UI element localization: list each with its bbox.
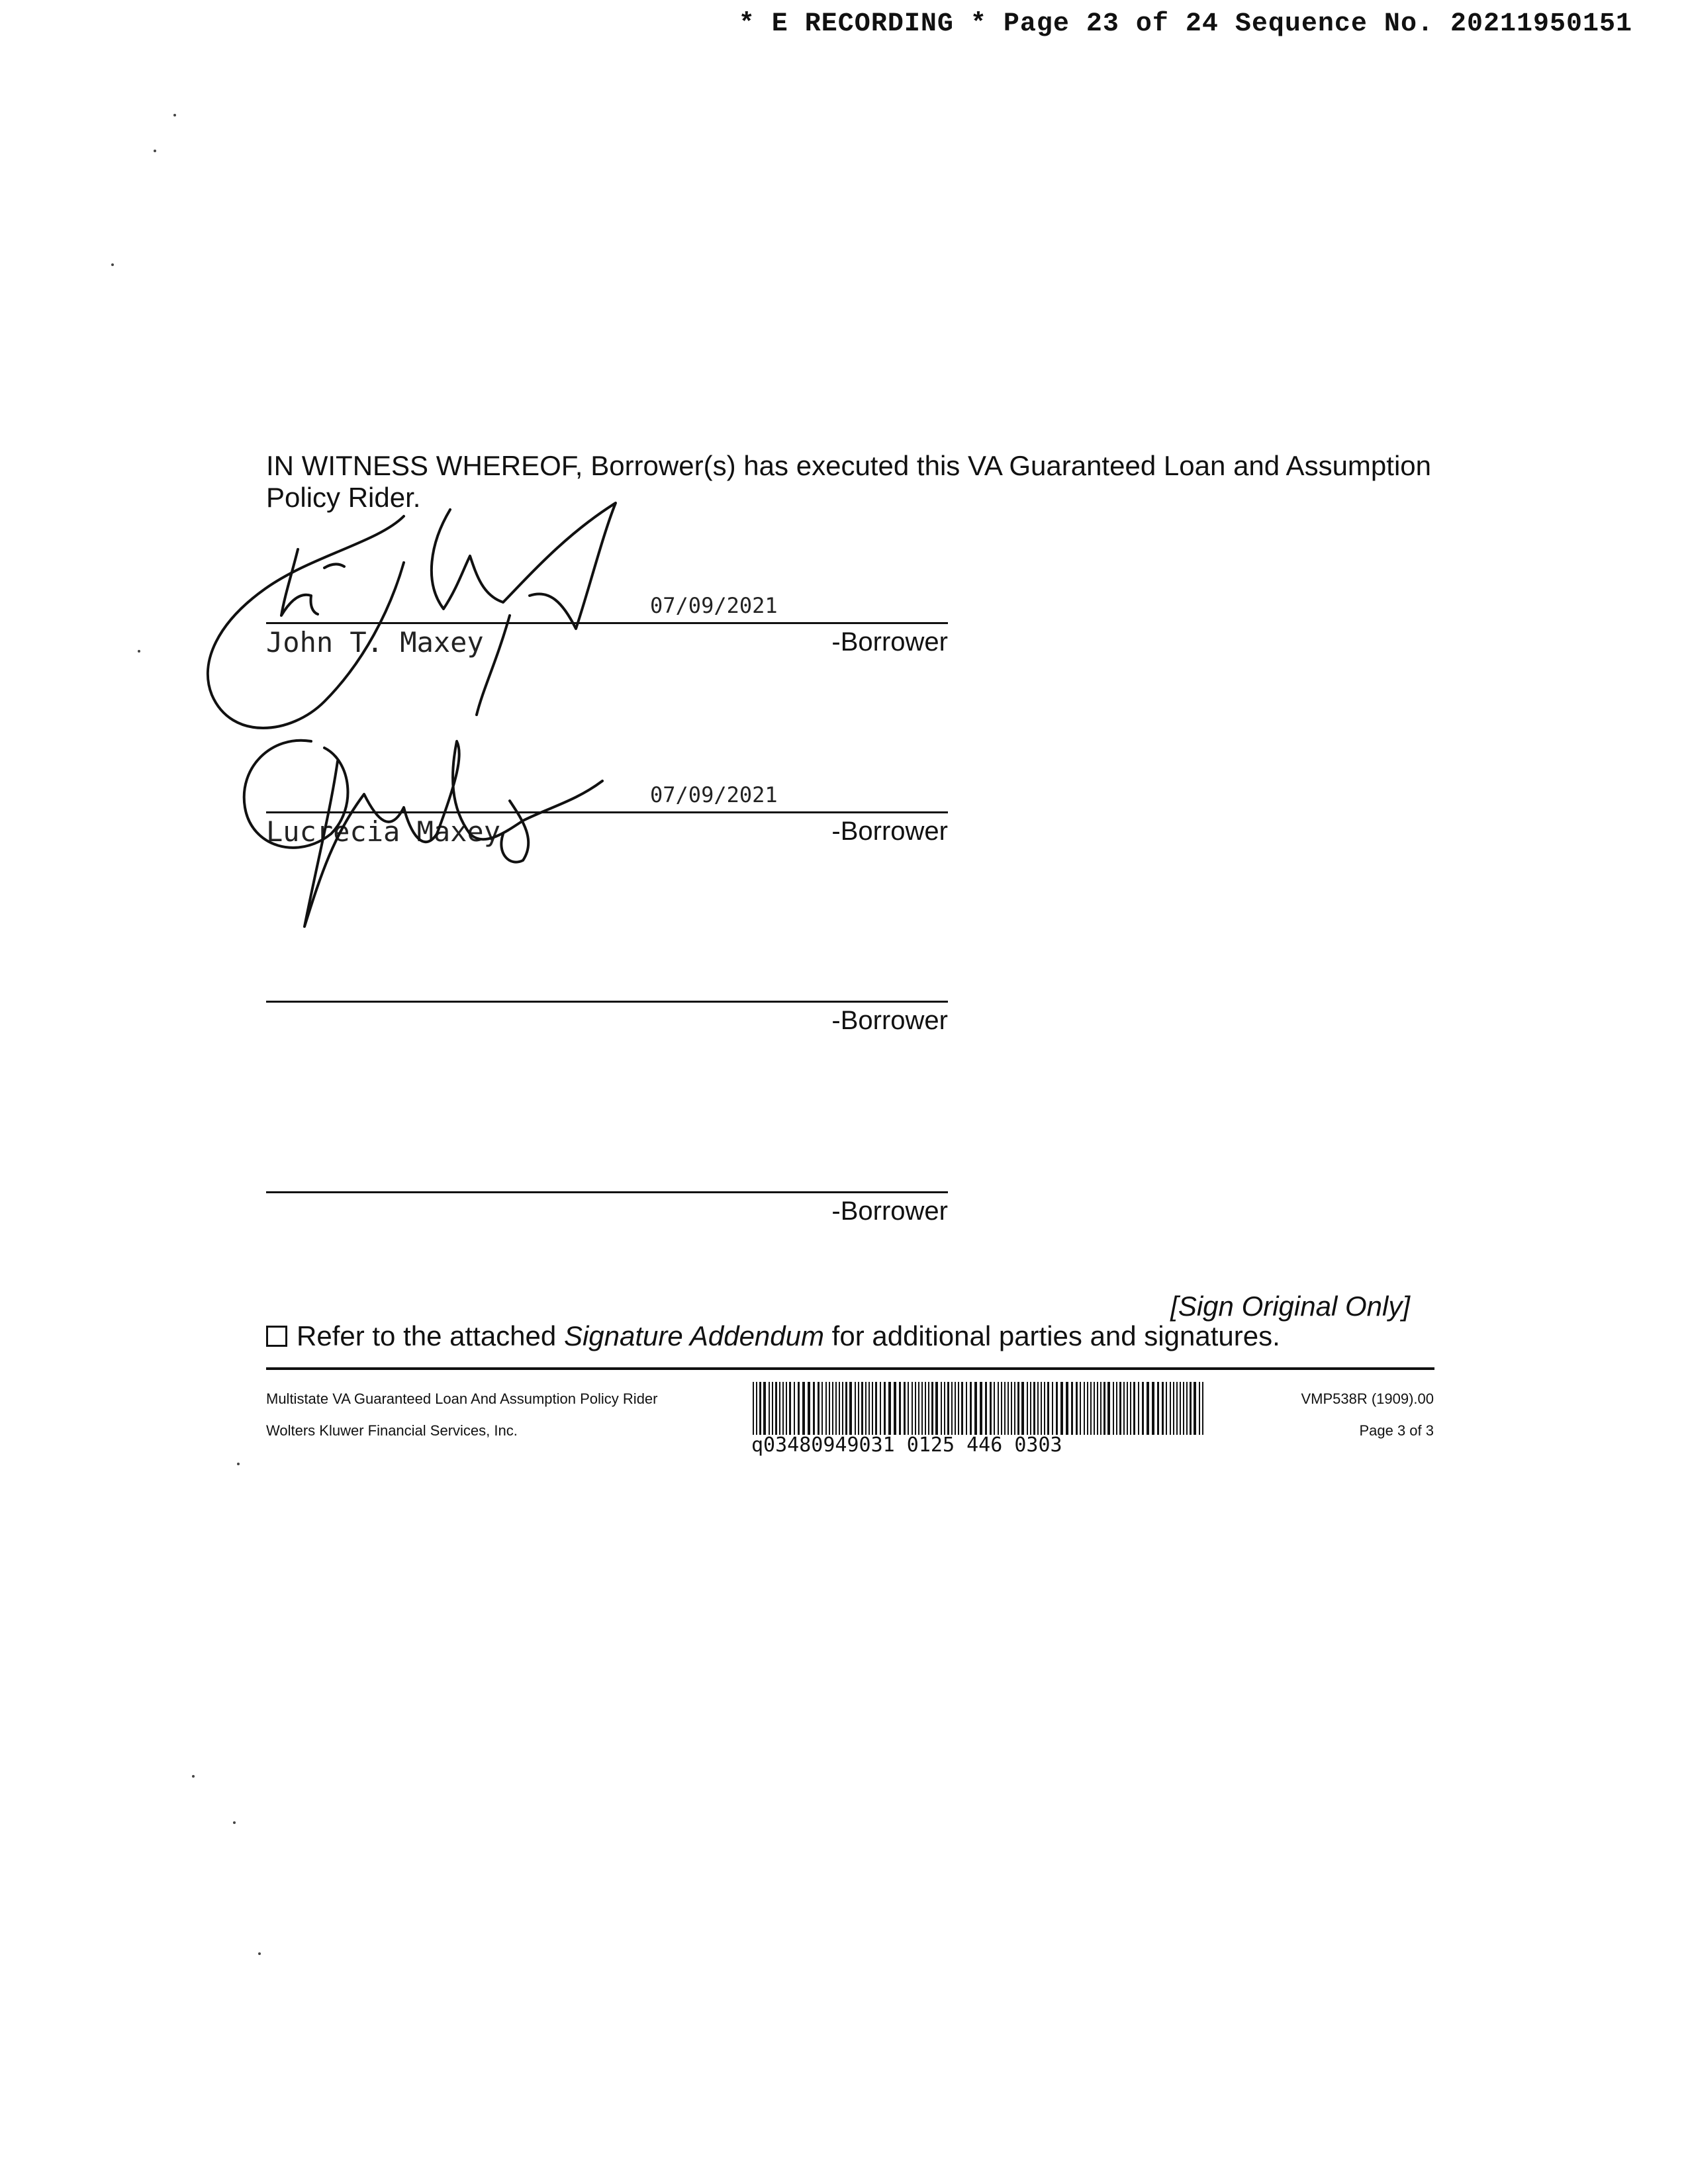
barcode-bar bbox=[1047, 1382, 1049, 1435]
barcode-bar bbox=[1116, 1382, 1117, 1435]
barcode-bar bbox=[894, 1382, 896, 1435]
barcode-bar bbox=[980, 1382, 982, 1435]
barcode-bar bbox=[888, 1382, 891, 1435]
barcode-bar bbox=[958, 1382, 959, 1435]
barcode-bar bbox=[832, 1382, 833, 1435]
barcode-bar bbox=[880, 1382, 881, 1435]
barcode-bar bbox=[1094, 1382, 1095, 1435]
barcode-bar bbox=[974, 1382, 977, 1435]
barcode-bar bbox=[1021, 1382, 1024, 1435]
barcode-bar bbox=[925, 1382, 926, 1435]
handwritten-signatures bbox=[192, 463, 655, 940]
barcode-bar bbox=[813, 1382, 815, 1435]
scan-speck bbox=[233, 1821, 236, 1824]
barcode-bar bbox=[786, 1382, 787, 1435]
barcode-bar bbox=[1142, 1382, 1144, 1435]
barcode-bar bbox=[944, 1382, 945, 1435]
signer-name: John T. Maxey bbox=[266, 626, 484, 659]
barcode-bar bbox=[935, 1382, 938, 1435]
barcode-bar bbox=[1044, 1382, 1045, 1435]
barcode-bar bbox=[1087, 1382, 1088, 1435]
barcode-bar bbox=[1060, 1382, 1063, 1435]
signature-john-stroke-dot bbox=[324, 564, 344, 568]
form-title: Multistate VA Guaranteed Loan And Assumption Policy Rider bbox=[266, 1390, 658, 1407]
barcode-bar bbox=[1147, 1382, 1149, 1435]
barcode-bar bbox=[1080, 1382, 1081, 1435]
barcode-bar bbox=[1123, 1382, 1125, 1435]
barcode-bar bbox=[1186, 1382, 1188, 1435]
barcode-number: q03480949031 0125 446 0303 bbox=[751, 1433, 1062, 1457]
barcode-bar bbox=[1166, 1382, 1167, 1435]
barcode-bar bbox=[941, 1382, 942, 1435]
signer-role: -Borrower bbox=[831, 1197, 948, 1226]
signature-date: 07/09/2021 bbox=[650, 782, 778, 807]
witness-statement: IN WITNESS WHEREOF, Borrower(s) has executed this VA Guaranteed Loan and Assumption Policy Rider. bbox=[266, 450, 1431, 513]
barcode-bar bbox=[1199, 1382, 1200, 1435]
barcode-bar bbox=[1056, 1382, 1058, 1435]
barcode-bar bbox=[1076, 1382, 1078, 1435]
addendum-checkbox[interactable] bbox=[266, 1326, 287, 1347]
barcode-bar bbox=[1103, 1382, 1105, 1435]
barcode-bar bbox=[998, 1382, 999, 1435]
barcode-bar bbox=[1084, 1382, 1085, 1435]
barcode-bar bbox=[821, 1382, 823, 1435]
barcode-bar bbox=[861, 1382, 863, 1435]
barcode-bar bbox=[759, 1382, 761, 1435]
barcode-bar bbox=[990, 1382, 992, 1435]
barcode-bar bbox=[802, 1382, 805, 1435]
signer-name: Lucrecia Maxey bbox=[266, 815, 501, 848]
signature-block-3 bbox=[266, 1001, 948, 1080]
barcode-bar bbox=[753, 1382, 754, 1435]
barcode-bar bbox=[1071, 1382, 1073, 1435]
barcode bbox=[751, 1382, 1208, 1457]
barcode-bar bbox=[855, 1382, 856, 1435]
barcode-bar bbox=[1170, 1382, 1171, 1435]
scan-speck bbox=[111, 263, 114, 266]
barcode-bar bbox=[772, 1382, 773, 1435]
barcode-bar bbox=[875, 1382, 877, 1435]
barcode-bar bbox=[1138, 1382, 1139, 1435]
barcode-bar bbox=[756, 1382, 757, 1435]
barcode-bar bbox=[1097, 1382, 1098, 1435]
barcode-bar bbox=[849, 1382, 852, 1435]
barcode-bar bbox=[845, 1382, 847, 1435]
footer-right bbox=[1301, 1383, 1434, 1447]
barcode-bar bbox=[1008, 1382, 1009, 1435]
barcode-bar bbox=[1176, 1382, 1178, 1435]
signature-lucrecia-stroke-end bbox=[437, 741, 602, 839]
signature-lucrecia-stroke-body bbox=[305, 761, 437, 927]
barcode-bar bbox=[1033, 1382, 1035, 1435]
signature-john-stroke-middle bbox=[432, 510, 503, 609]
signature-john-stroke-first bbox=[281, 549, 318, 615]
addendum-emphasis: Signature Addendum bbox=[563, 1320, 824, 1351]
footer-left bbox=[266, 1383, 658, 1447]
addendum-suffix: for additional parties and signatures. bbox=[831, 1320, 1280, 1351]
barcode-bar bbox=[798, 1382, 800, 1435]
barcode-bar bbox=[1107, 1382, 1110, 1435]
barcode-bar bbox=[1066, 1382, 1068, 1435]
signature-john-stroke-descender bbox=[477, 615, 510, 715]
signature-line bbox=[266, 1001, 948, 1003]
barcode-bar bbox=[1113, 1382, 1114, 1435]
barcode-bar bbox=[1127, 1382, 1128, 1435]
barcode-bar bbox=[1001, 1382, 1002, 1435]
barcode-bar bbox=[951, 1382, 953, 1435]
signer-role: -Borrower bbox=[831, 817, 948, 846]
barcode-bar bbox=[1180, 1382, 1181, 1435]
barcode-bar bbox=[825, 1382, 827, 1435]
scan-speck bbox=[237, 1463, 240, 1465]
barcode-bar bbox=[1157, 1382, 1159, 1435]
barcode-bar bbox=[1100, 1382, 1102, 1435]
signature-john-stroke-loop bbox=[208, 516, 404, 728]
barcode-bar bbox=[1027, 1382, 1028, 1435]
barcode-bar bbox=[1133, 1382, 1135, 1435]
barcode-bar bbox=[966, 1382, 967, 1435]
barcode-bar bbox=[904, 1382, 906, 1435]
barcode-bar bbox=[1090, 1382, 1092, 1435]
barcode-bar bbox=[865, 1382, 867, 1435]
barcode-bar bbox=[1202, 1382, 1203, 1435]
signature-john-stroke-tail bbox=[503, 503, 616, 629]
barcode-bar bbox=[829, 1382, 830, 1435]
scan-speck bbox=[154, 150, 156, 152]
barcode-bar bbox=[1130, 1382, 1131, 1435]
barcode-bar bbox=[782, 1382, 784, 1435]
signature-line bbox=[266, 1191, 948, 1193]
barcode-bar bbox=[1041, 1382, 1042, 1435]
barcode-bar bbox=[994, 1382, 995, 1435]
barcode-bar bbox=[763, 1382, 766, 1435]
barcode-bar bbox=[985, 1382, 987, 1435]
barcode-bar bbox=[912, 1382, 913, 1435]
scan-speck bbox=[258, 1952, 261, 1955]
signer-role: -Borrower bbox=[831, 1006, 948, 1035]
barcode-bar bbox=[918, 1382, 919, 1435]
signature-block-4 bbox=[266, 1191, 948, 1271]
barcode-bar bbox=[1030, 1382, 1031, 1435]
barcode-bar bbox=[1162, 1382, 1164, 1435]
barcode-bar bbox=[779, 1382, 780, 1435]
barcode-bar bbox=[955, 1382, 956, 1435]
barcode-bar bbox=[842, 1382, 843, 1435]
barcode-bar bbox=[1011, 1382, 1012, 1435]
barcode-bar bbox=[1190, 1382, 1192, 1435]
barcode-bar bbox=[1194, 1382, 1196, 1435]
barcode-bar bbox=[839, 1382, 840, 1435]
barcode-bar bbox=[1037, 1382, 1039, 1435]
footer-rule bbox=[266, 1367, 1434, 1370]
signature-date: 07/09/2021 bbox=[650, 593, 778, 618]
barcode-bar bbox=[970, 1382, 972, 1435]
barcode-bar bbox=[789, 1382, 791, 1435]
barcode-bar bbox=[1052, 1382, 1053, 1435]
barcode-bar bbox=[1119, 1382, 1121, 1435]
addendum-prefix: Refer to the attached bbox=[297, 1320, 557, 1351]
barcode-bar bbox=[908, 1382, 909, 1435]
barcode-bar bbox=[775, 1382, 777, 1435]
barcode-bar bbox=[858, 1382, 859, 1435]
barcode-bar bbox=[921, 1382, 923, 1435]
barcode-bar bbox=[872, 1382, 873, 1435]
barcode-bar bbox=[794, 1382, 795, 1435]
barcode-bar bbox=[961, 1382, 963, 1435]
barcode-bars bbox=[751, 1382, 1208, 1435]
scan-speck bbox=[138, 650, 140, 653]
barcode-bar bbox=[1004, 1382, 1006, 1435]
barcode-bar bbox=[931, 1382, 933, 1435]
addendum-note bbox=[266, 1320, 1280, 1352]
barcode-bar bbox=[818, 1382, 820, 1435]
barcode-bar bbox=[947, 1382, 949, 1435]
barcode-bar bbox=[769, 1382, 770, 1435]
barcode-bar bbox=[1017, 1382, 1019, 1435]
barcode-bar bbox=[1152, 1382, 1154, 1435]
form-code: VMP538R (1909).00 bbox=[1301, 1390, 1434, 1407]
barcode-bar bbox=[1173, 1382, 1174, 1435]
barcode-bar bbox=[835, 1382, 837, 1435]
barcode-bar bbox=[928, 1382, 929, 1435]
barcode-bar bbox=[1014, 1382, 1015, 1435]
barcode-bar bbox=[899, 1382, 901, 1435]
sign-original-note: [Sign Original Only] bbox=[1170, 1291, 1410, 1322]
barcode-bar bbox=[868, 1382, 870, 1435]
scan-speck bbox=[173, 114, 176, 116]
page-number: Page 3 of 3 bbox=[1359, 1422, 1434, 1439]
scan-speck bbox=[192, 1775, 195, 1778]
recording-header: * E RECORDING * Page 23 of 24 Sequence No. 20211950151 bbox=[738, 9, 1632, 39]
publisher-name: Wolters Kluwer Financial Services, Inc. bbox=[266, 1422, 518, 1439]
barcode-bar bbox=[1183, 1382, 1184, 1435]
barcode-bar bbox=[915, 1382, 916, 1435]
barcode-bar bbox=[808, 1382, 810, 1435]
barcode-bar bbox=[884, 1382, 886, 1435]
signer-role: -Borrower bbox=[831, 627, 948, 657]
